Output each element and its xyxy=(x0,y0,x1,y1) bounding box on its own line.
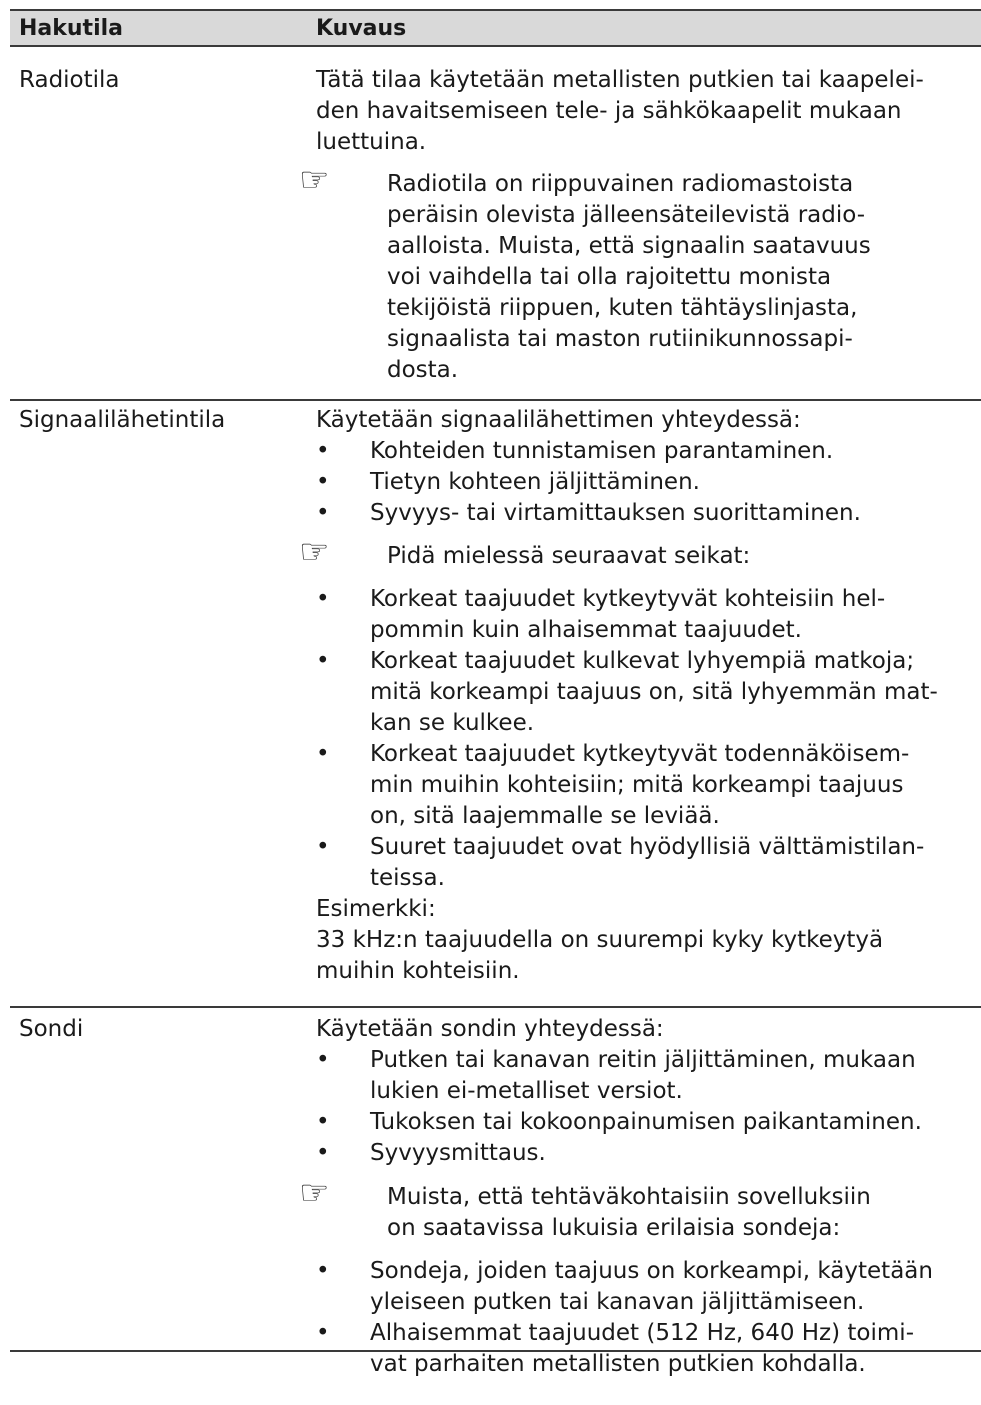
search-mode-table xyxy=(10,9,981,1377)
header-hakutila: Hakutila xyxy=(19,16,123,41)
hand-pointing-icon: ☞ xyxy=(299,532,330,572)
intro-text: Käytetään signaalilähettimen yhteydessä: xyxy=(316,407,801,433)
table-row-radiotila xyxy=(10,47,981,401)
hand-pointing-icon: ☞ xyxy=(299,1173,330,1213)
example-block: Esimerkki: 33 kHz:n taajuudella on suurempi kyky kytkeytyä muihin kohteisiin. xyxy=(316,896,884,984)
header-kuvaus: Kuvaus xyxy=(316,16,407,41)
mode-label: Signaalilähetintila xyxy=(19,407,226,433)
note-text: Pidä mielessä seuraavat seikat: xyxy=(387,543,751,569)
mode-label: Radiotila xyxy=(19,67,120,93)
note-text: Radiotila on riippuvainen radiomastoista peräisin olevista jälleensäteilevistä radio- aalloista. Muista, että signaalin saatavuus voi vaihdella tai olla rajoitettu monista tekijöistä riippuen, kuten tähtäyslinjasta, signaalista tai maston rutiinikunnossapi- dosta. xyxy=(387,171,871,383)
table-row-sondi: Sondi Käytetään sondin yhteydessä: • Putken tai kanavan reitin jäljittäminen, mukaan lukien ei-metalliset versiot. • Tukoksen tai kokoonpainumisen paikantaminen. • Syvyysmittaus. ☞ Muista, että tehtäväkohtaisiin sovelluksiin on saatavissa lukuisia erilaisia sondeja: • Sondeja, joiden taajuus on korkeampi, käytetään yleiseen putken tai kanavan jäljittämiseen. • Alhaisemmat taajuudet (512 Hz, 640 Hz) toimi- vat parhaiten metallisten putkien kohdalla. xyxy=(10,1008,981,1352)
table-row-signaalilahetintila: Signaalilähetintila Käytetään signaalilähettimen yhteydessä: • Kohteiden tunnistamisen parantaminen. • Tietyn kohteen jäljittäminen. • Syvyys- tai virtamittauksen suorittaminen. ☞ Pidä mielessä seuraavat seikat: • Korkeat taajuudet kytkeytyvät kohteisiin hel- pommin kuin alhaisemmat taajuudet. • Korkeat taajuudet kulkevat lyhyempiä matkoja; mitä korkeampi taajuus on, sitä lyhyemmän mat- kan se kulkee. • Korkeat taajuudet kytkeytyvät todennäköisem- min muihin kohteisiin; mitä korkeampi taajuus on, sitä laajemmalle se leviää. • Suuret taajuudet ovat hyödyllisiä välttämistilan- teissa. Esimerkki: 33 kHz:n taajuudella on suurempi kyky kytkeytyä muihin kohteisiin. xyxy=(10,401,981,1008)
note-text: Muista, että tehtäväkohtaisiin sovelluksiin on saatavissa lukuisia erilaisia sondeja: xyxy=(387,1184,871,1241)
example-label: Esimerkki: xyxy=(316,896,436,922)
intro-text: Käytetään sondin yhteydessä: xyxy=(316,1016,664,1042)
description-text: Tätä tilaa käytetään metallisten putkien tai kaapelei- den havaitsemiseen tele- ja sähkökaapelit mukaan luettuina. xyxy=(316,67,924,155)
hand-pointing-icon: ☞ xyxy=(299,160,330,200)
table-header xyxy=(10,9,981,47)
mode-label: Sondi xyxy=(19,1016,84,1042)
